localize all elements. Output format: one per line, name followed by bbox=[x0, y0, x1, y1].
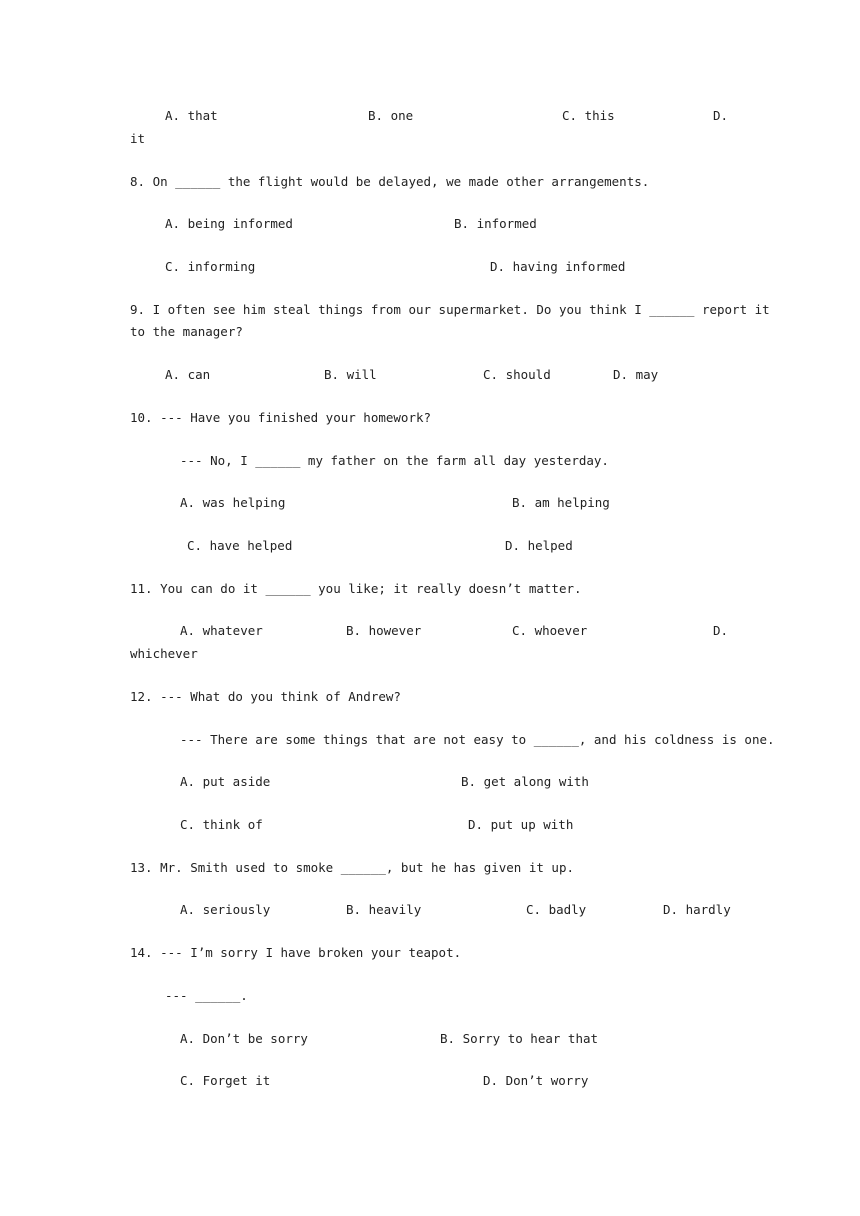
q8-stem: 8. On ______ the flight would be delayed, we made other arrangements. bbox=[130, 174, 650, 189]
q9-option-d: D. may bbox=[613, 367, 659, 382]
q11-option-d: D. bbox=[713, 623, 729, 638]
q13-stem: 13. Mr. Smith used to smoke ______, but he has given it up. bbox=[130, 860, 575, 875]
q11-option-c: C. whoever bbox=[512, 623, 588, 638]
q10-option-b: B. am helping bbox=[512, 495, 610, 510]
q8-option-b: B. informed bbox=[454, 216, 537, 231]
q7-option-d-wrap: it bbox=[130, 131, 146, 146]
q7-option-a: A. that bbox=[165, 108, 218, 123]
q13-option-a: A. seriously bbox=[180, 902, 271, 917]
q12-reply: --- There are some things that are not easy to ______, and his coldness is one. bbox=[180, 732, 775, 747]
q14-option-d: D. Don’t worry bbox=[483, 1073, 589, 1088]
q14-option-a: A. Don’t be sorry bbox=[180, 1031, 308, 1046]
q8-option-a: A. being informed bbox=[165, 216, 293, 231]
q11-option-a: A. whatever bbox=[180, 623, 263, 638]
q9-option-c: C. should bbox=[483, 367, 551, 382]
q11-stem: 11. You can do it ______ you like; it really doesn’t matter. bbox=[130, 581, 582, 596]
q8-option-c: C. informing bbox=[165, 259, 256, 274]
q14-option-c: C. Forget it bbox=[180, 1073, 271, 1088]
q13-option-c: C. badly bbox=[526, 902, 587, 917]
q12-stem: 12. --- What do you think of Andrew? bbox=[130, 689, 401, 704]
q10-option-d: D. helped bbox=[505, 538, 573, 553]
q8-option-d: D. having informed bbox=[490, 259, 626, 274]
q12-option-d: D. put up with bbox=[468, 817, 574, 832]
q12-option-a: A. put aside bbox=[180, 774, 271, 789]
q7-option-d: D. bbox=[713, 108, 729, 123]
q7-option-c: C. this bbox=[562, 108, 615, 123]
q14-stem: 14. --- I’m sorry I have broken your teapot. bbox=[130, 945, 462, 960]
q13-option-d: D. hardly bbox=[663, 902, 731, 917]
q10-stem: 10. --- Have you finished your homework? bbox=[130, 410, 432, 425]
q9-stem-line-1: 9. I often see him steal things from our supermarket. Do you think I ______ report it bbox=[130, 302, 770, 317]
q10-reply: --- No, I ______ my father on the farm all day yesterday. bbox=[180, 453, 609, 468]
q9-stem-line-2: to the manager? bbox=[130, 324, 243, 339]
q14-option-b: B. Sorry to hear that bbox=[440, 1031, 599, 1046]
q7-option-b: B. one bbox=[368, 108, 414, 123]
q11-option-d-wrap: whichever bbox=[130, 646, 198, 661]
q10-option-a: A. was helping bbox=[180, 495, 286, 510]
q12-option-c: C. think of bbox=[180, 817, 263, 832]
q14-reply: --- ______. bbox=[165, 988, 248, 1003]
q9-option-b: B. will bbox=[324, 367, 377, 382]
q9-option-a: A. can bbox=[165, 367, 211, 382]
q12-option-b: B. get along with bbox=[461, 774, 589, 789]
q13-option-b: B. heavily bbox=[346, 902, 422, 917]
q10-option-c: C. have helped bbox=[187, 538, 293, 553]
q11-option-b: B. however bbox=[346, 623, 422, 638]
